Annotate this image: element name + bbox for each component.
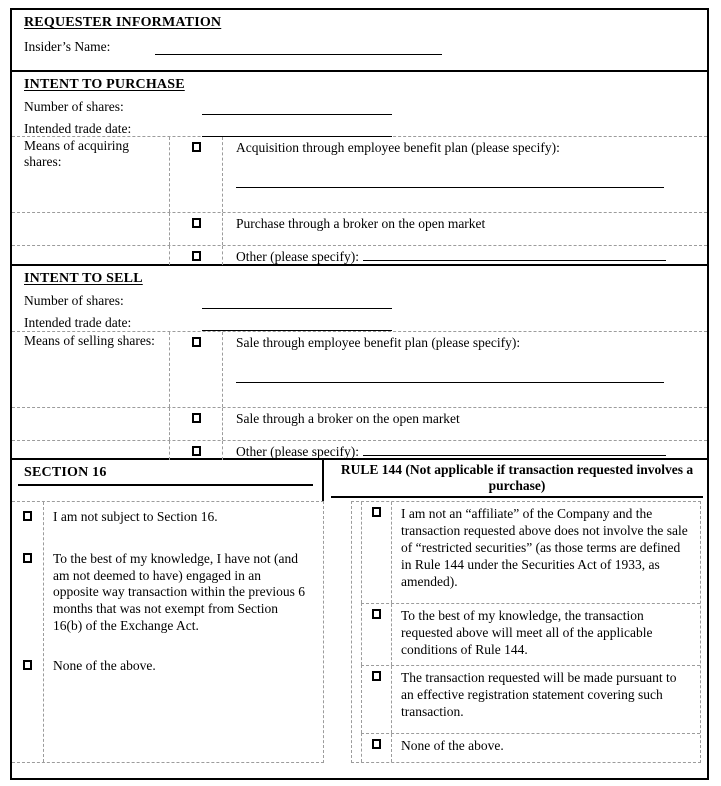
checkbox-cell [362,734,392,762]
requester-information-title: REQUESTER INFORMATION [24,15,222,30]
table-row [361,603,700,665]
checkbox-cell [362,502,392,603]
checkbox-cell [362,666,392,733]
form-border [10,8,709,780]
section-requester-information [12,10,707,70]
empty-cell [12,408,170,440]
table-row [12,137,707,212]
option-cell [223,441,707,460]
bottom-header-row [12,460,707,501]
sell-benefit-plan-specify-line[interactable] [236,382,664,383]
purchase-trade-date-input-line[interactable] [202,121,392,137]
empty-cell [12,441,170,460]
section16-option-1-label: To the best of my knowledge, I have not (and am not deemed to have) engaged in an opposite way transaction within the previous 6 months that was not exempt from Section 16(b) of the Exchange Act. [53,550,305,633]
column-divider [43,502,44,762]
rule144-header-cell [324,460,707,501]
sell-option-other-label: Other (please specify): [236,444,359,459]
checkbox-cell [170,137,223,212]
section16-header-cell [12,460,324,501]
table-row [12,245,707,264]
rule144-option-2-label: The transaction requested will be made pursuant to an effective registration statement covering such transaction. [401,670,677,719]
purchase-number-of-shares-label: Number of shares: [24,99,124,114]
insider-name-input-line[interactable] [155,39,442,55]
sell-trade-date-row [12,314,707,331]
intent-to-purchase-title: INTENT TO PURCHASE [24,77,185,92]
sell-number-of-shares-row [12,292,707,309]
purchase-option-broker-label: Purchase through a broker on the open market [236,216,486,231]
section16-option-0-label: I am not subject to Section 16. [53,509,218,524]
table-row [12,407,707,440]
intent-to-sell-title: INTENT TO SELL [24,271,143,286]
sell-option-broker-checkbox[interactable] [192,413,201,423]
table-row [361,502,700,603]
table-row [12,440,707,458]
sell-means-label: Means of selling shares: [12,332,170,407]
purchase-benefit-plan-specify-line[interactable] [236,187,664,188]
option-cell [223,137,707,212]
rule144-option-2-checkbox[interactable] [372,671,381,681]
table-row [12,212,707,245]
sell-option-other-checkbox[interactable] [192,446,201,456]
sell-number-of-shares-input-line[interactable] [202,293,392,309]
option-cell [223,408,707,440]
sell-number-of-shares-label: Number of shares: [24,293,124,308]
list-item [12,656,323,675]
purchase-option-benefit-plan-checkbox[interactable] [192,142,201,152]
table-row [361,665,700,733]
table-row [361,733,700,762]
purchase-option-other-label: Other (please specify): [236,249,359,264]
sell-option-benefit-plan-checkbox[interactable] [192,337,201,347]
checkbox-cell [12,549,43,635]
checkbox-cell [170,246,223,265]
checkbox-cell [362,604,392,665]
section16-option-1-checkbox[interactable] [23,553,32,563]
rule144-option-3-label: None of the above. [401,738,504,753]
sell-option-broker-label: Sale through a broker on the open market [236,411,460,426]
sell-trade-date-label: Intended trade date: [24,315,132,330]
checkbox-cell [170,213,223,245]
section16-title: SECTION 16 [18,460,313,486]
purchase-means-table [12,136,707,264]
rule144-table [351,501,701,763]
insider-name-row [12,38,707,55]
purchase-option-benefit-plan-label: Acquisition through employee benefit plan (please specify): [236,140,560,155]
option-cell [223,246,707,265]
purchase-means-label: Means of acquiring shares: [12,137,170,212]
checkbox-cell [12,507,43,526]
purchase-option-other-checkbox[interactable] [192,251,201,261]
section16-option-2-label: None of the above. [53,657,156,673]
rule144-option-1-checkbox[interactable] [372,609,381,619]
section-intent-to-purchase [12,72,707,136]
list-item [12,507,323,526]
checkbox-cell [12,656,43,675]
rule144-option-3-checkbox[interactable] [372,739,381,749]
empty-cell [12,213,170,245]
sell-option-benefit-plan-label: Sale through employee benefit plan (please specify): [236,335,521,350]
purchase-trade-date-label: Intended trade date: [24,121,132,136]
rule144-option-1-label: To the best of my knowledge, the transaction requested above will meet all of the applicable conditions of Rule 144. [401,608,653,657]
section16-table [12,501,324,763]
section16-option-2-checkbox[interactable] [23,660,32,670]
sell-means-table [12,331,707,458]
empty-cell [12,246,170,265]
purchase-number-of-shares-input-line[interactable] [202,99,392,115]
checkbox-cell [170,441,223,460]
section16-option-0-checkbox[interactable] [23,511,32,521]
option-cell [223,332,707,407]
option-cell [223,213,707,245]
sell-other-specify-line[interactable] [363,445,666,456]
checkbox-cell [170,408,223,440]
rule144-option-0-checkbox[interactable] [372,507,381,517]
section-intent-to-sell [12,266,707,331]
rule144-option-0-label: I am not an “affiliate” of the Company and the transaction requested above does not involve the sale of “restricted securities” (as those terms are defined in Rule 144 under the Securities Act of 1933, as amended). [401,506,688,589]
purchase-option-broker-checkbox[interactable] [192,218,201,228]
rule144-title: RULE 144 (Not applicable if transaction requested involves a purchase) [331,462,703,498]
list-item [12,549,323,635]
sell-trade-date-input-line[interactable] [202,315,392,331]
bottom-body-row [12,501,707,763]
purchase-number-of-shares-row [12,98,707,115]
checkbox-cell [170,332,223,407]
purchase-other-specify-line[interactable] [363,250,666,261]
purchase-trade-date-row [12,120,707,137]
table-row [12,332,707,407]
insider-name-label: Insider’s Name: [24,39,111,54]
